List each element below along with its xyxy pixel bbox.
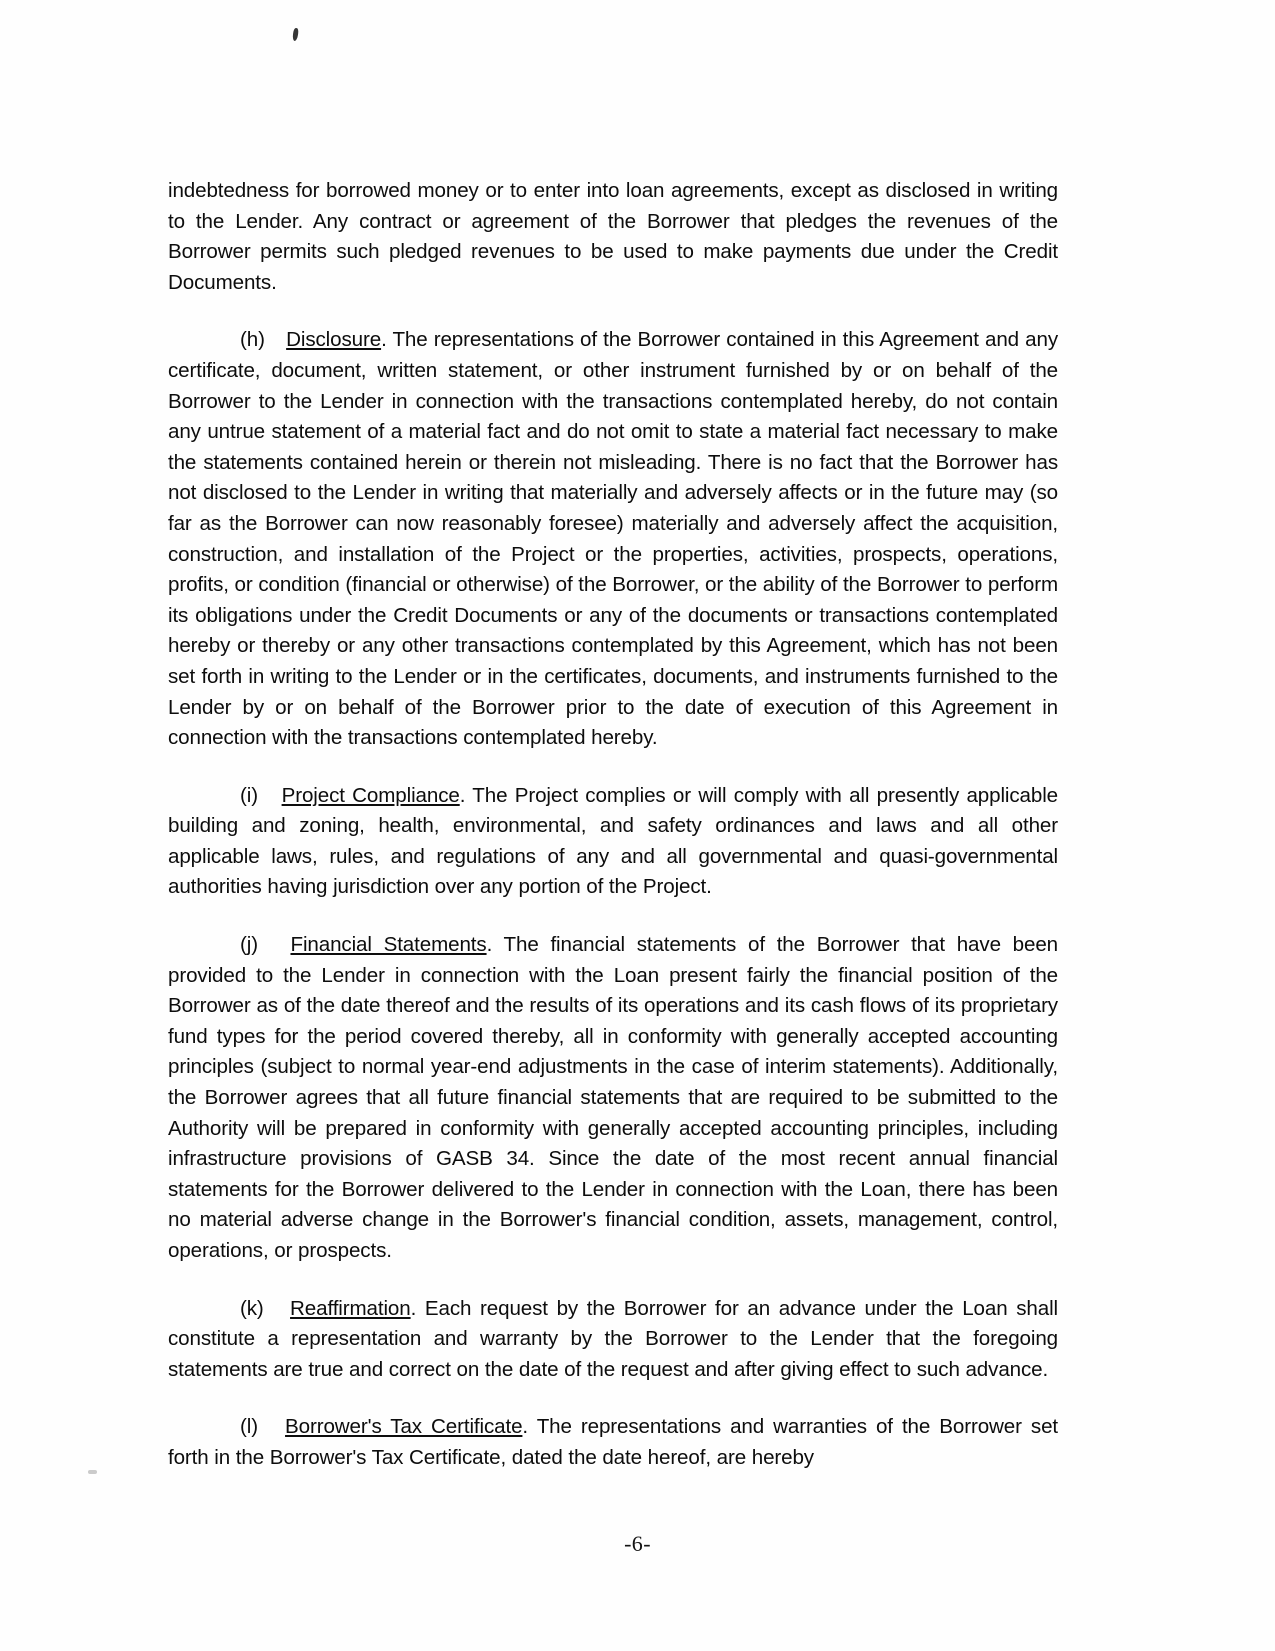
paragraph-label: (k) (240, 1296, 264, 1320)
paragraph-text: indebtedness for borrowed money or to enter into loan agreements, except as disclosed in writing to the Lender. Any contract or agreement of the Borrower that pledges the revenues of the Borrower permits such pledged revenues to be used to make payments due under the Credit Documents. (168, 179, 1058, 294)
paragraph-text: . The representations and warranties of the Borrower set forth in the Borrower's Tax Certificate, dated the date hereof, are hereby (168, 1415, 1059, 1469)
paragraph-label: (i) (240, 783, 258, 807)
paragraph-heading: Reaffirmation (290, 1296, 411, 1320)
paragraph-k-reaffirmation (168, 1294, 1058, 1386)
scan-artifact-top-mark (292, 28, 299, 42)
paragraph-j-financial-statements (168, 930, 1058, 1267)
paragraph-h-disclosure (168, 325, 1058, 753)
scan-artifact-left-margin (88, 1470, 97, 1474)
paragraph-text: . The Project complies or will comply with all presently applicable building and zoning, health, environmental, and safety ordinances and laws and all other applicable laws, rules, and regulations of any and all governmental and quasi-governmental authorities having jurisdiction over any portion of the Project. (168, 783, 1058, 899)
page-number: -6- (624, 1531, 651, 1556)
paragraph-text: . The representations of the Borrower contained in this Agreement and any certificate, document, written statement, or other instrument furnished by or on behalf of the Borrower to the Lender in connection with the transactions contemplated hereby, do not contain any untrue statement of a material fact and do not omit to state a material fact necessary to make the statements contained herein or therein not misleading. There is no fact that the Borrower has not disclosed to the Lender in writing that materially and adversely affects or in the future may (so far as the Borrower can now reasonably foresee) materially and adversely affect the acquisition, construction, and installation of the Project or the properties, activities, prospects, operations, profits, or condition (financial or otherwise) of the Borrower, or the ability of the Borrower to perform its obligations under the Credit Documents or any of the documents or transactions contemplated hereby or thereby or any other transactions contemplated by this Agreement, which has not been set forth in writing to the Lender or in the certificates, documents, and instruments furnished to the Lender by or on behalf of the Borrower prior to the date of execution of this Agreement in connection with the transactions contemplated hereby. (168, 328, 1058, 750)
paragraph-heading: Project Compliance (281, 783, 460, 807)
paragraph-label: (j) (240, 933, 258, 957)
paragraph-text: . The financial statements of the Borrower that have been provided to the Lender in connection with the Loan present fairly the financial position of the Borrower as of the date thereof and the results of its operations and its cash flows of its proprietary fund types for the period covered thereby, all in conformity with generally accepted accounting principles (subject to normal year-end adjustments in the case of interim statements). Additionally, the Borrower agrees that all future financial statements that are required to be submitted to the Authority will be prepared in conformity with generally accepted accounting principles, including infrastructure provisions of GASB 34. Since the date of the most recent annual financial statements for the Borrower delivered to the Lender in connection with the Loan, there has been no material adverse change in the Borrower's financial condition, assets, management, control, operations, or prospects. (168, 933, 1058, 1262)
paragraph-text: . Each request by the Borrower for an advance under the Loan shall constitute a representation and warranty by the Borrower to the Lender that the foregoing statements are true and correct on the date of the request and after giving effect to such advance. (168, 1296, 1058, 1381)
paragraph-continuation (168, 176, 1058, 298)
paragraph-label: (h) (240, 328, 265, 352)
paragraph-i-project-compliance (168, 781, 1058, 903)
paragraph-label: (l) (240, 1415, 258, 1439)
paragraph-heading: Financial Statements (290, 933, 487, 957)
paragraph-heading: Disclosure (286, 328, 382, 352)
document-body (168, 176, 1058, 1474)
paragraph-l-borrowers-tax-certificate (168, 1412, 1058, 1473)
paragraph-heading: Borrower's Tax Certificate (285, 1415, 523, 1439)
